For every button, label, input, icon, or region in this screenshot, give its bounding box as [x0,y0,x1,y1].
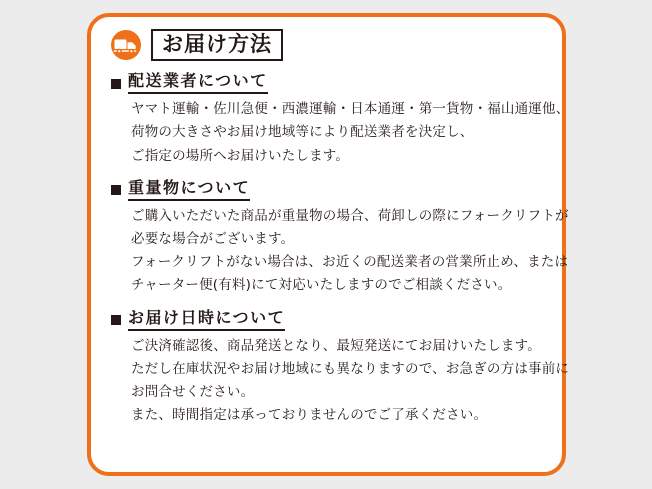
section-heading: 重量物について [128,178,250,201]
section-heading-row [111,308,548,331]
body-line: また、時間指定は承っておりませんのでご了承ください。 [131,407,488,424]
section-heading: 配送業者について [128,71,268,94]
body-line: 必要な場合がございます。 [131,231,295,248]
body-line: ヤマト運輸・佐川急便・西濃運輸・日本通運・第一貨物・福山通運他、 [131,101,570,118]
section-body [131,335,570,428]
body-line: 荷物の大きさやお届け地域等により配送業者を決定し、 [131,124,474,141]
body-line: チャーター便(有料)にて対応いたしますのでご相談ください。 [131,277,512,294]
delivery-truck-icon [109,30,143,60]
page-title-box [151,29,283,61]
section-heading-row [111,178,548,201]
body-line: ご指定の場所へお届けいたします。 [131,147,350,164]
section-heading-row [111,71,548,94]
body-line: フォークリフトがない場合は、お近くの配送業者の営業所止め、または [131,254,569,271]
section-carrier [105,71,570,168]
delivery-info-card [87,13,570,476]
section-delivery-datetime [105,307,570,428]
square-bullet-icon [111,185,121,195]
card-header [105,29,548,61]
section-heading: お届け日時について [128,308,285,331]
section-body [131,205,569,298]
body-line: ただし在庫状況やお届け地域にも異なりますので、お急ぎの方は事前に [131,360,570,377]
page-title: お届け方法 [162,32,272,56]
body-line: ご購入いただいた商品が重量物の場合、荷卸しの際にフォークリフトが [131,207,569,224]
body-line: お問合せください。 [131,384,255,401]
square-bullet-icon [111,79,121,89]
card-content [105,29,570,462]
section-body [131,98,570,168]
body-line: ご決済確認後、商品発送となり、最短発送にてお届けいたします。 [131,337,541,354]
square-bullet-icon [111,315,121,325]
section-heavy-items [105,177,569,298]
